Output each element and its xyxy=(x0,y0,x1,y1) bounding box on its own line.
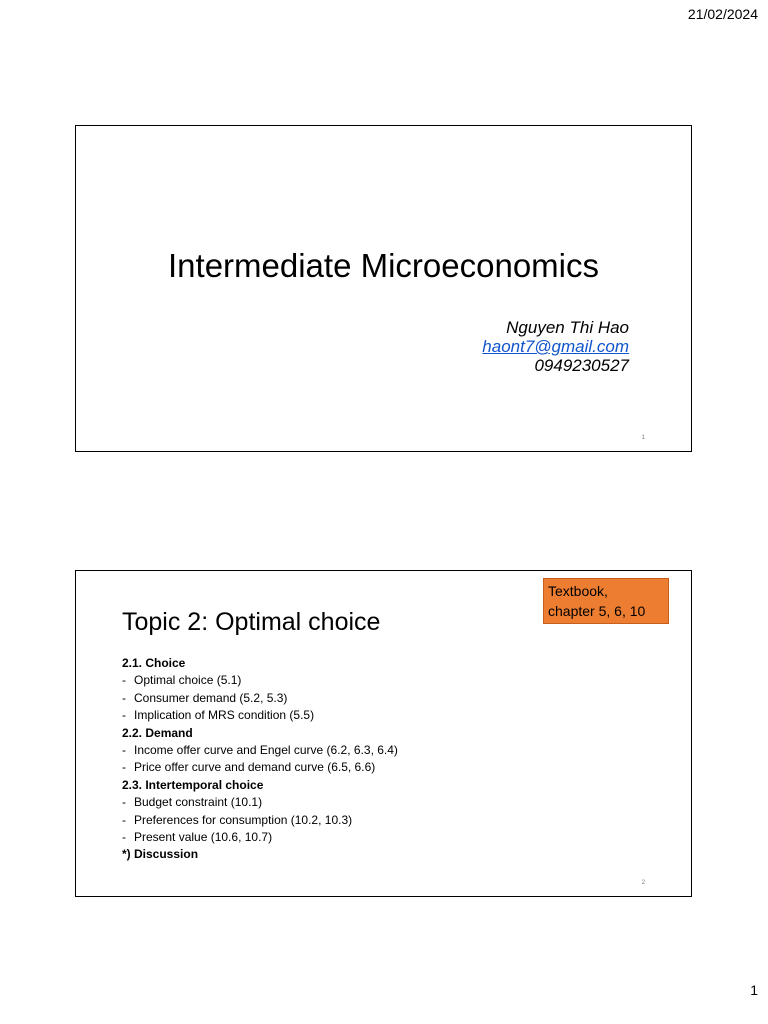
textbook-line-1: Textbook, xyxy=(548,583,608,599)
author-block xyxy=(482,318,629,375)
section-heading: 2.1. Choice xyxy=(122,656,186,670)
textbook-line-2: chapter 5, 6, 10 xyxy=(548,603,646,619)
list-item: - Income offer curve and Engel curve (6.2, 6.3, 6.4) xyxy=(122,743,398,758)
slide-title: Intermediate Microeconomics xyxy=(168,247,599,284)
list-item: - Consumer demand (5.2, 5.3) xyxy=(122,690,288,705)
email-link[interactable]: haont7@gmail.com xyxy=(482,337,629,356)
section-heading: 2.2. Demand xyxy=(122,725,193,740)
list-item: - Price offer curve and demand curve (6.5, 6.6) xyxy=(122,760,376,775)
discussion-heading: *) Discussion xyxy=(122,847,199,862)
list-item: - Present value (10.6, 10.7) xyxy=(122,830,273,845)
page-number: 1 xyxy=(750,982,758,998)
textbook-callout xyxy=(543,578,669,624)
author-name: Nguyen Thi Hao xyxy=(506,318,629,337)
phone-number: 0949230527 xyxy=(534,356,629,375)
section-heading: 2.3. Intertemporal choice xyxy=(122,777,264,792)
list-item: - Implication of MRS condition (5.5) xyxy=(122,708,315,723)
list-item: - Preferences for consumption (10.2, 10.3) xyxy=(122,812,353,827)
print-date: 21/02/2024 xyxy=(687,6,758,22)
slide-2 xyxy=(75,570,692,897)
slide-1 xyxy=(75,125,692,452)
slide-title: Topic 2: Optimal choice xyxy=(122,608,381,636)
slide-number: 1 xyxy=(641,435,645,441)
list-item: - Optimal choice (5.1) xyxy=(122,673,242,688)
slide-number: 2 xyxy=(641,880,645,886)
topic-outline xyxy=(122,655,398,864)
list-item: - Budget constraint (10.1) xyxy=(122,795,263,810)
